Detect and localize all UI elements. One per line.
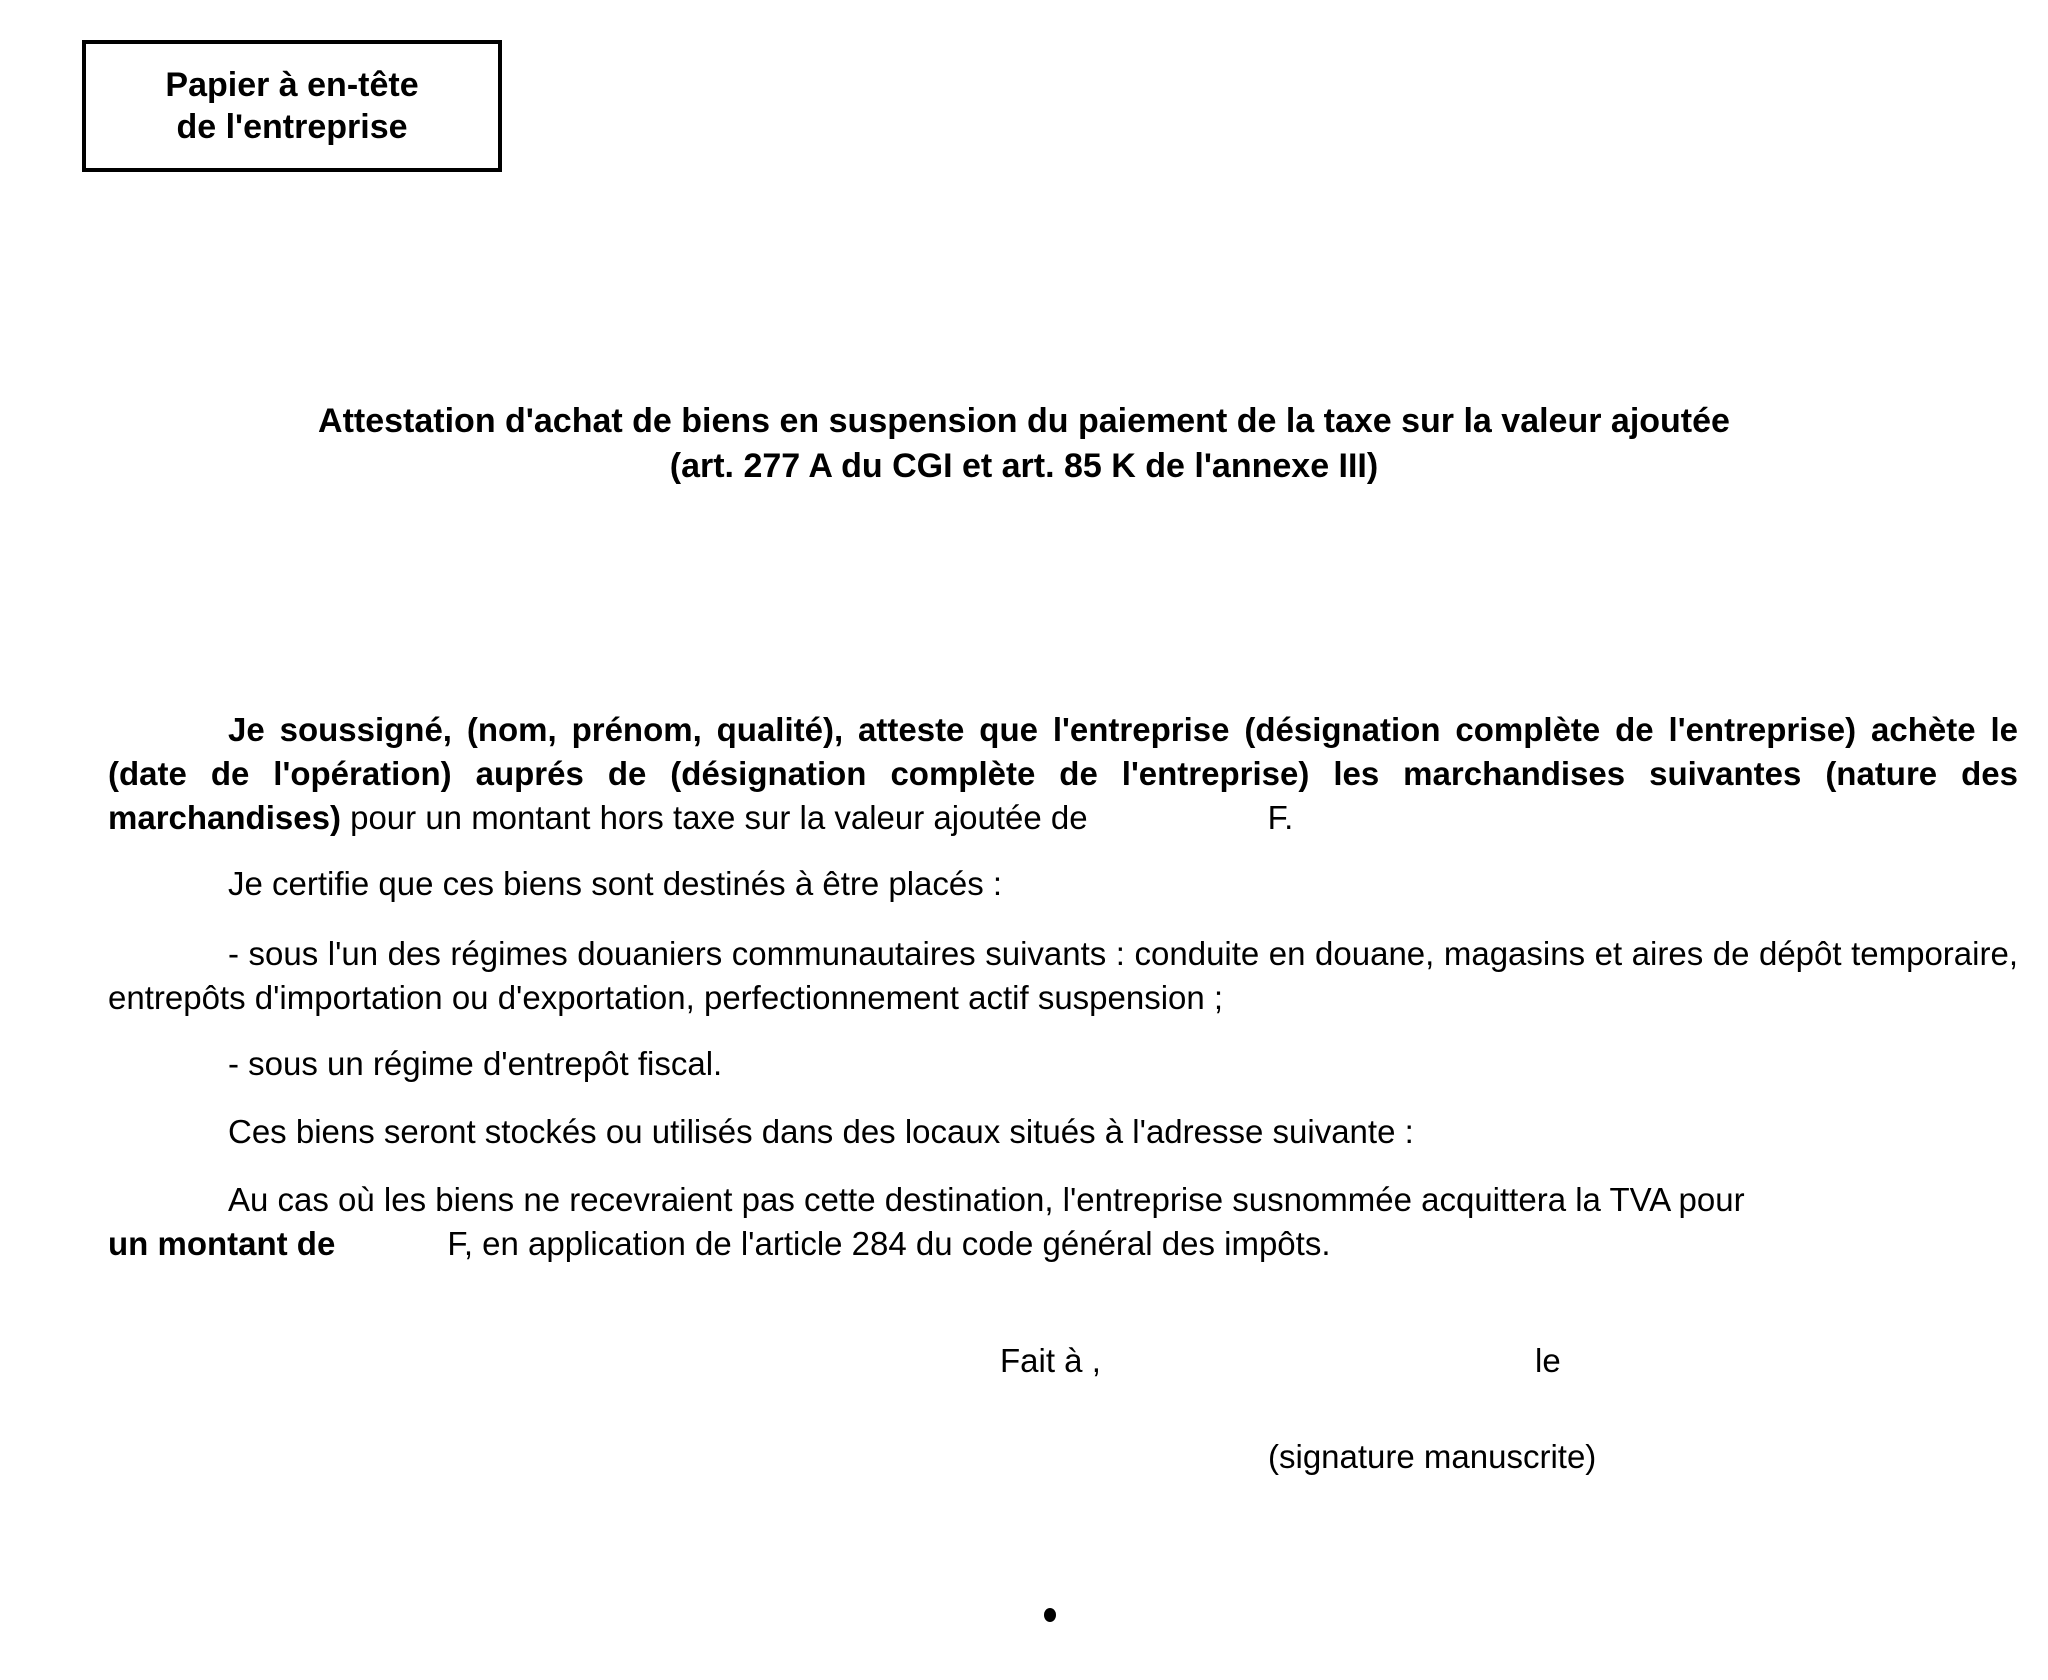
paragraph-attestation bbox=[108, 708, 2018, 840]
letterhead-line1: Papier à en-tête bbox=[165, 66, 419, 104]
letterhead-box bbox=[82, 40, 502, 172]
paragraph-vat bbox=[108, 1178, 2018, 1222]
signature-label: (signature manuscrite) bbox=[1268, 1438, 1597, 1475]
vat-amount-label: un montant de bbox=[108, 1225, 336, 1262]
attestation-text: pour un montant hors taxe sur la valeur ajoutée de bbox=[340, 799, 1088, 836]
fait-a-label: Fait à , bbox=[1000, 1342, 1101, 1379]
vat-article-text: F, en application de l'article 284 du code général des impôts. bbox=[447, 1225, 1331, 1262]
paragraph-fiscal-warehouse: - sous un régime d'entrepôt fiscal. bbox=[228, 1045, 723, 1082]
attestation-bold-text: Je soussigné, (nom, prénom, qualité), atteste que l'entreprise (désignation complète de l'entreprise) achète le (date de l'opération) auprés de (désignation complète de l'entreprise) les marchandises suivantes (nature des marchandises) bbox=[108, 711, 2018, 836]
date-label: le bbox=[1535, 1342, 1561, 1379]
document-title: Attestation d'achat de biens en suspension du paiement de la taxe sur la valeur ajoutée bbox=[318, 402, 1730, 440]
document-subtitle: (art. 277 A du CGI et art. 85 K de l'annexe III) bbox=[669, 447, 1379, 485]
currency-f: F. bbox=[1267, 799, 1294, 836]
paragraph-certify: Je certifie que ces biens sont destinés à être placés : bbox=[228, 865, 1003, 902]
paragraph-customs-regimes: - sous l'un des régimes douaniers communautaires suivants : conduite en douane, magasins et aires de dépôt temporaire, entrepôts d'importation ou d'exportation, perfectionnement actif suspension ; bbox=[108, 935, 2018, 1016]
vat-text: Au cas où les biens ne recevraient pas cette destination, l'entreprise susnommée acquittera la TVA pour bbox=[228, 1181, 1745, 1218]
paragraph-vat-line2 bbox=[108, 1222, 2018, 1266]
paragraph-address: Ces biens seront stockés ou utilisés dans des locaux situés à l'adresse suivante : bbox=[228, 1113, 1414, 1150]
bullet-dot bbox=[1044, 1608, 1056, 1622]
letterhead-line2: de l'entreprise bbox=[176, 108, 408, 146]
